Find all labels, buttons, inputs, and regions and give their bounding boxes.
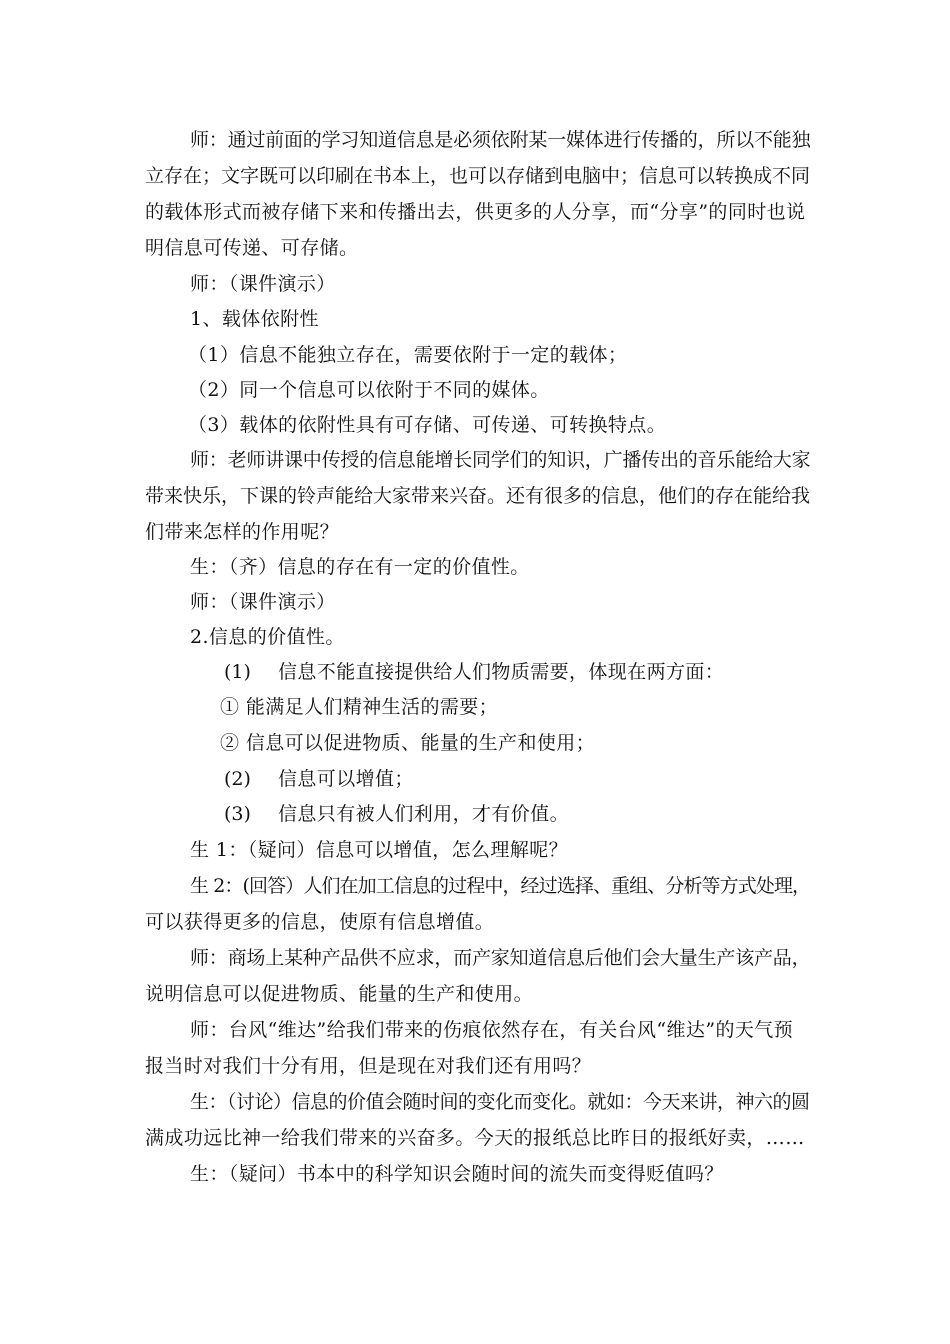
paragraph-line: 师：（课件演示） [190, 591, 336, 613]
paragraph-line: 生 1：（疑问）信息可以增值，怎么理解呢？ [190, 839, 569, 861]
section-heading: 2.信息的价值性。 [190, 626, 345, 648]
list-number: (1) [224, 661, 251, 683]
paragraph-line: 带来快乐，下课的铃声能给大家带来兴奋。还有很多的信息，他们的存在能给我 [145, 485, 811, 507]
paragraph-line: 立存在；文字既可以印刷在书本上，也可以存储到电脑中；信息可以转换成不同 [145, 165, 811, 187]
paragraph-line: 生 2：(回答）人们在加工信息的过程中，经过选择、重组、分析等方式处理， [190, 875, 811, 897]
paragraph-line: 明信息可传递、可存储。 [145, 237, 359, 259]
paragraph-line: 师：（课件演示） [190, 273, 336, 295]
list-item: 信息不能直接提供给人们物质需要，体现在两方面： [278, 661, 725, 683]
paragraph-line: 师：老师讲课中传授的信息能增长同学们的知识，广播传出的音乐能给大家 [190, 449, 811, 471]
list-number: (2) [224, 768, 251, 790]
paragraph-line: 师：台风“维达”给我们带来的伤痕依然存在，有关台风“维达”的天气预 [190, 1019, 794, 1041]
list-item: ② 信息可以促进物质、能量的生产和使用； [220, 732, 596, 754]
paragraph-line: 报当时对我们十分有用，但是现在对我们还有用吗？ [145, 1055, 592, 1077]
section-heading: 1、载体依附性 [190, 308, 319, 330]
list-number: (3) [224, 803, 251, 825]
paragraph-line: 说明信息可以促进物质、能量的生产和使用。 [145, 983, 534, 1005]
paragraph-line: 师：商场上某种产品供不应求，而产家知道信息后他们会大量生产该产品， [190, 947, 811, 969]
list-item: ① 能满足人们精神生活的需要； [220, 696, 499, 718]
list-item: 信息可以增值； [278, 768, 414, 790]
paragraph-line: 师：通过前面的学习知道信息是必须依附某一媒体进行传播的，所以不能独 [190, 129, 811, 151]
paragraph-line: 满成功远比神一给我们带来的兴奋多。今天的报纸总比昨日的报纸好卖，…… [145, 1127, 805, 1149]
paragraph-line: 生：（讨论）信息的价值会随时间的变化而变化。就如：今天来讲，神六的圆 [190, 1091, 810, 1113]
paragraph-line: 生：（齐）信息的存在有一定的价值性。 [190, 556, 530, 578]
paragraph-line: 的载体形式而被存储下来和传播出去，供更多的人分享，而“分享”的同时也说 [145, 201, 806, 223]
list-item: （3）载体的依附性具有可存储、可传递、可转换特点。 [188, 414, 667, 436]
list-item: （2）同一个信息可以依附于不同的媒体。 [188, 379, 550, 401]
paragraph-line: 生：（疑问）书本中的科学知识会随时间的流失而变得贬值吗？ [190, 1163, 724, 1185]
paragraph-line: 可以获得更多的信息，使原有信息增值。 [145, 911, 495, 933]
list-item: （1）信息不能独立存在，需要依附于一定的载体； [188, 344, 628, 366]
paragraph-line: 们带来怎样的作用呢？ [145, 521, 340, 543]
list-item: 信息只有被人们利用，才有价值。 [278, 803, 570, 825]
